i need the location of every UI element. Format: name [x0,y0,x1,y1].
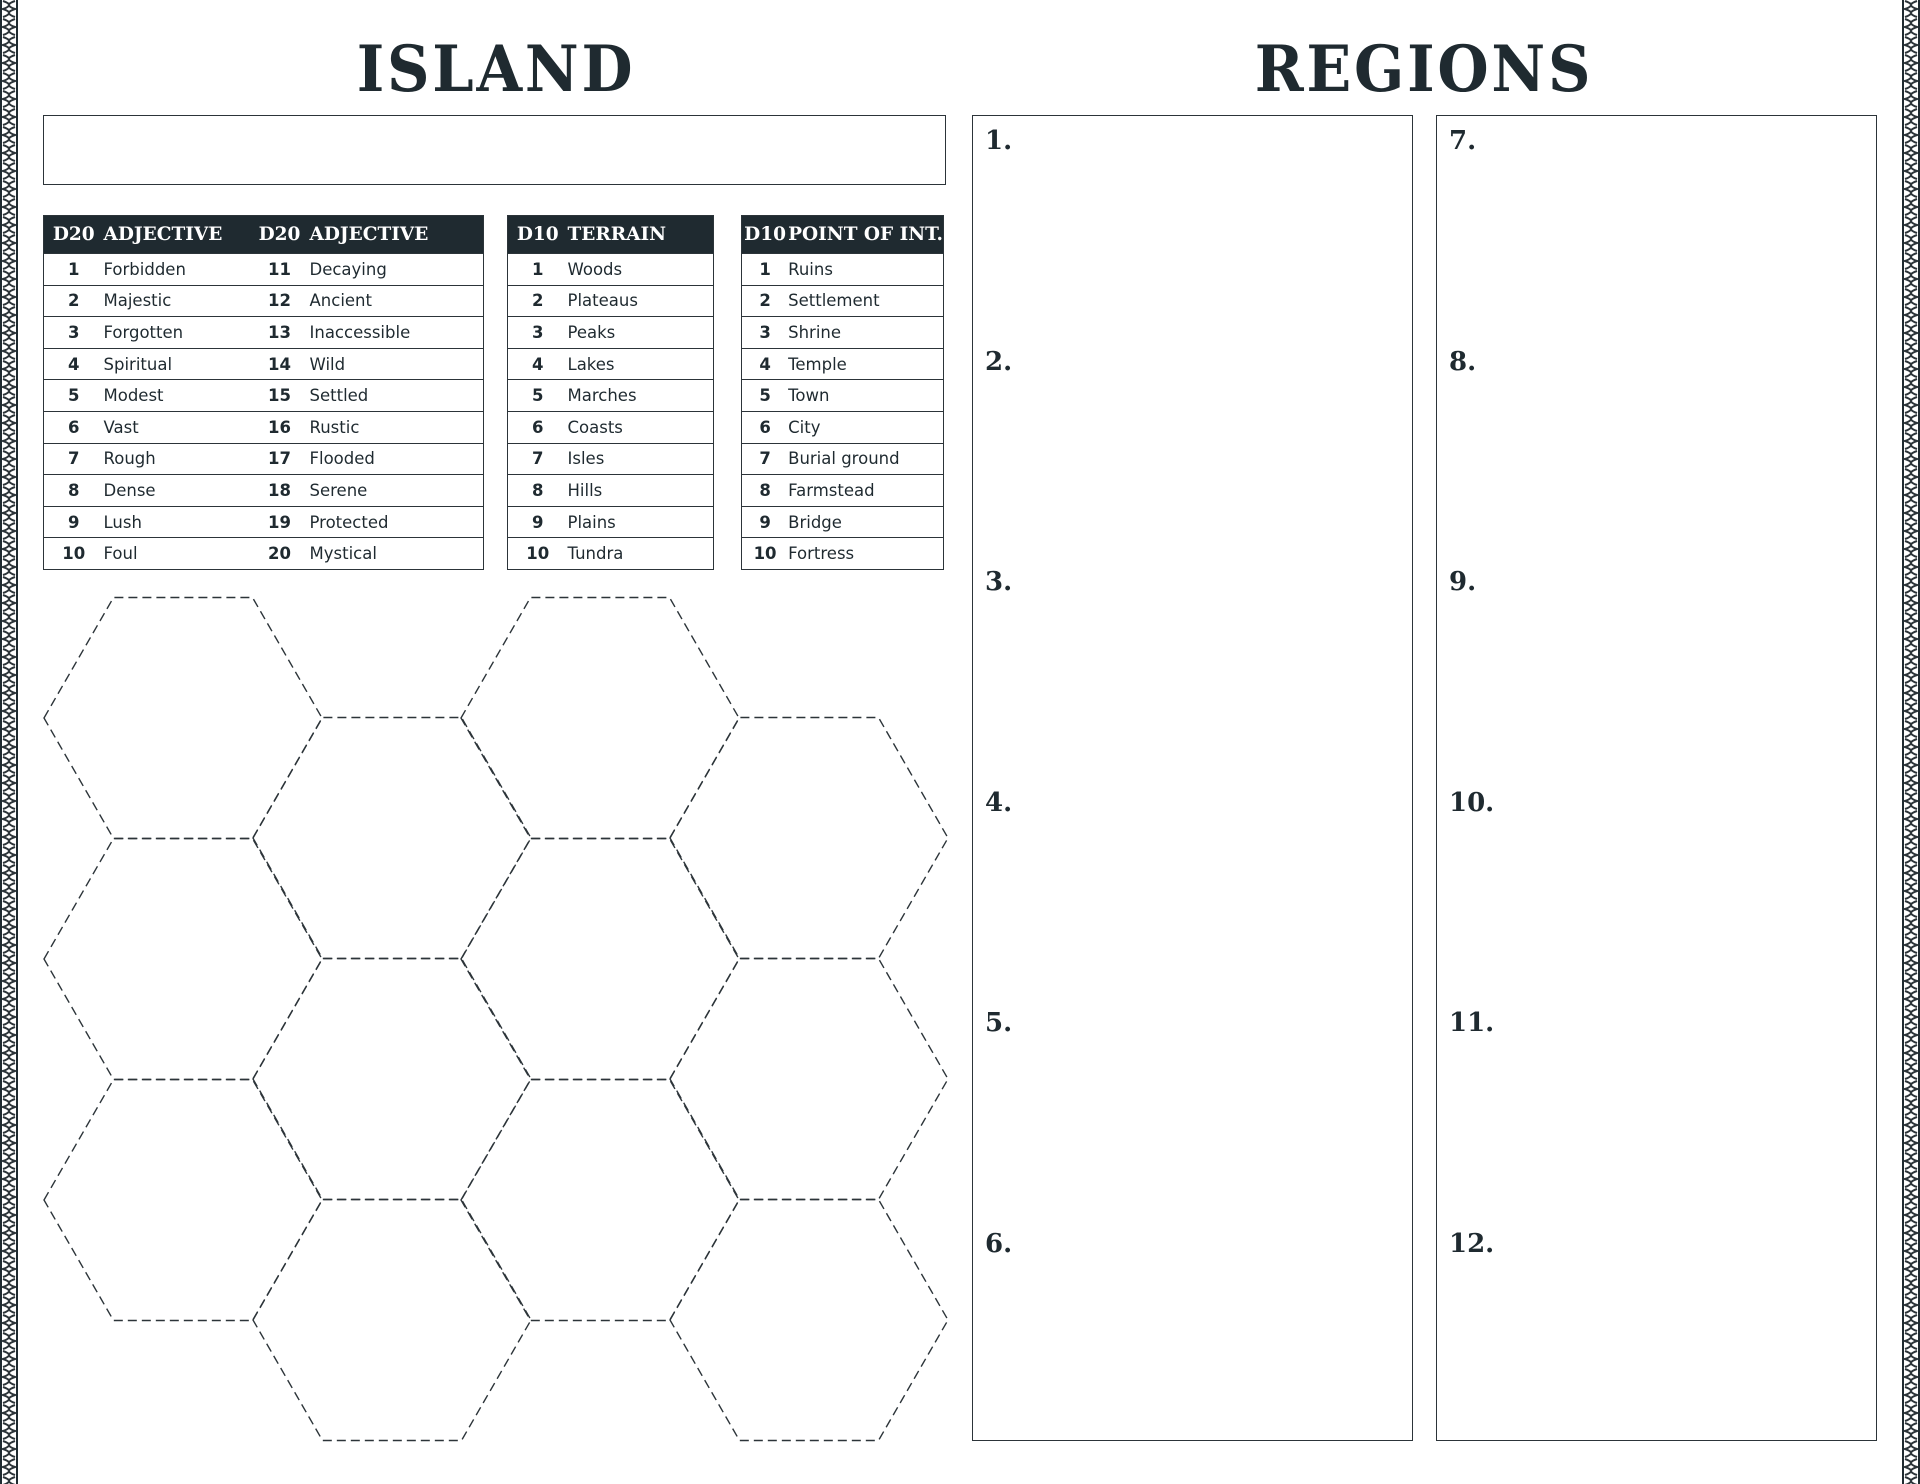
roll-number: 9 [742,506,789,538]
roll-result: Temple [788,348,943,380]
roll-result: Farmstead [788,475,943,507]
roll-result: Peaks [568,317,714,349]
roll-number: 2 [508,285,568,317]
roll-result: Shrine [788,317,943,349]
roll-number: 1 [742,254,789,286]
roll-result: Woods [568,254,714,286]
roll-result: Bridge [788,506,943,538]
roll-number: 8 [44,475,104,507]
region-number-label: 3. [985,567,1013,597]
roll-number: 3 [44,317,104,349]
column-header: POINT OF INT. [788,216,943,254]
roll-number: 5 [508,380,568,412]
hex-cell[interactable] [670,1200,948,1441]
roll-number: 14 [250,348,310,380]
roll-number: 3 [508,317,568,349]
roll-number: 2 [742,285,789,317]
roll-number: 4 [742,348,789,380]
island-heading: ISLAND [356,32,636,107]
hex-cell[interactable] [461,1080,739,1321]
roll-result: Settlement [788,285,943,317]
roll-number: 1 [508,254,568,286]
roll-result: Inaccessible [310,317,484,349]
roll-result: Town [788,380,943,412]
roll-number: 9 [508,506,568,538]
region-number-label: 6. [985,1228,1013,1259]
die-header: D10 [742,216,789,254]
roll-number: 7 [44,443,104,475]
roll-number: 8 [508,475,568,507]
roll-result: Majestic [104,285,250,317]
hex-cell[interactable] [461,598,739,839]
column-header: ADJECTIVE [310,216,484,254]
hex-cell[interactable] [253,1200,531,1441]
region-number-label: 7. [1449,126,1477,156]
roll-number: 10 [508,538,568,570]
column-header: ADJECTIVE [104,216,250,254]
roll-result: Ancient [310,285,484,317]
hex-cell[interactable] [44,839,322,1080]
regions-column-1[interactable] [972,115,1413,1441]
roll-number: 6 [508,411,568,443]
region-number-label: 5. [985,1008,1013,1038]
roll-number: 10 [44,538,104,570]
roll-result: Mystical [310,538,484,570]
hex-cell[interactable] [670,718,948,959]
roll-number: 20 [250,538,310,570]
roll-result: Marches [568,380,714,412]
roll-result: Modest [104,380,250,412]
hex-cell[interactable] [461,839,739,1080]
regions-heading: REGIONS [1254,32,1594,107]
roll-number: 6 [44,411,104,443]
roll-number: 7 [508,443,568,475]
roll-result: City [788,411,943,443]
roll-number: 2 [44,285,104,317]
hex-cell[interactable] [44,598,322,839]
roll-result: Fortress [788,538,943,570]
region-number-label: 12. [1449,1228,1495,1259]
roll-number: 10 [742,538,789,570]
roll-result: Forbidden [104,254,250,286]
roll-result: Tundra [568,538,714,570]
column-header: TERRAIN [568,216,714,254]
roll-result: Protected [310,506,484,538]
roll-number: 5 [44,380,104,412]
roll-number: 19 [250,506,310,538]
roll-number: 12 [250,285,310,317]
region-number-label: 8. [1449,346,1477,377]
roll-number: 4 [508,348,568,380]
roll-result: Wild [310,348,484,380]
roll-result: Plateaus [568,285,714,317]
roll-number: 7 [742,443,789,475]
hex-cell[interactable] [253,959,531,1200]
roll-result: Spiritual [104,348,250,380]
roll-number: 11 [250,254,310,286]
roll-result: Burial ground [788,443,943,475]
roll-result: Flooded [310,443,484,475]
region-number-label: 11. [1449,1008,1495,1038]
roll-result: Serene [310,475,484,507]
region-number-label: 2. [985,346,1013,377]
roll-result: Rough [104,443,250,475]
region-number-label: 9. [1449,567,1477,597]
roll-result: Settled [310,380,484,412]
roll-number: 3 [742,317,789,349]
roll-number: 13 [250,317,310,349]
hex-cell[interactable] [44,1080,322,1321]
hex-cell[interactable] [670,959,948,1200]
roll-result: Forgotten [104,317,250,349]
roll-result: Coasts [568,411,714,443]
roll-result: Ruins [788,254,943,286]
roll-result: Plains [568,506,714,538]
roll-result: Hills [568,475,714,507]
regions-column-2[interactable] [1436,115,1877,1441]
roll-result: Dense [104,475,250,507]
roll-number: 6 [742,411,789,443]
roll-number: 15 [250,380,310,412]
roll-result: Foul [104,538,250,570]
roll-result: Rustic [310,411,484,443]
roll-result: Lakes [568,348,714,380]
roll-number: 1 [44,254,104,286]
roll-number: 17 [250,443,310,475]
die-header: D20 [250,216,310,254]
die-header: D20 [44,216,104,254]
roll-result: Decaying [310,254,484,286]
roll-number: 8 [742,475,789,507]
region-number-label: 10. [1449,787,1495,818]
roll-result: Vast [104,411,250,443]
die-header: D10 [508,216,568,254]
roll-number: 16 [250,411,310,443]
roll-number: 5 [742,380,789,412]
roll-number: 4 [44,348,104,380]
roll-result: Isles [568,443,714,475]
region-number-label: 4. [985,787,1013,818]
roll-number: 18 [250,475,310,507]
region-number-label: 1. [985,126,1013,156]
roll-result: Lush [104,506,250,538]
hex-cell[interactable] [253,718,531,959]
roll-number: 9 [44,506,104,538]
